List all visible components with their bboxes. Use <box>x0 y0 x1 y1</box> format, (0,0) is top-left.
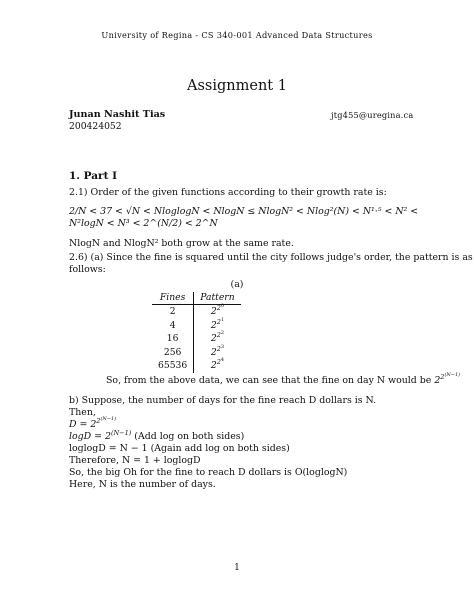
derivation-step-4: Therefore, N = 1 + loglogD <box>69 455 201 466</box>
derivation-step-2: $\log D = 2^{(N-1)}$ (Add log on both sides) <box>69 429 245 442</box>
then-label: Then, <box>69 407 96 418</box>
derivation-step-3: loglogD = N − 1 (Again add log on both sides) <box>69 443 290 454</box>
table-cell-fine: 256 <box>152 346 194 360</box>
author-name: Junan Nashit Tias <box>69 109 166 120</box>
table-row <box>152 332 241 346</box>
table-caption: (a) <box>230 279 244 290</box>
page-title: Assignment 1 <box>187 78 287 94</box>
table-cell-fine: 16 <box>152 332 194 346</box>
table-row <box>152 346 241 360</box>
table-row <box>152 359 241 373</box>
table-row <box>152 305 241 319</box>
q2-6-intro-line-2: follows: <box>69 264 106 275</box>
q2-1-note: NlogN and NlogN² both grow at the same rate. <box>69 238 294 249</box>
fines-pattern-table <box>152 292 241 373</box>
growth-order-line-1: 2/N < 37 < √N < NloglogN < NlogN ≤ NlogN² < Nlog²(N) < N¹·⁵ < N² < <box>69 206 419 217</box>
part-b-statement: b) Suppose, the number of days for the fine reach D dollars is N. <box>69 395 377 406</box>
table-header-pattern: Pattern <box>194 292 241 305</box>
table-cell-pattern: $2^{2^2}$ <box>210 330 225 345</box>
growth-order-line-2: N²logN < N³ < 2^(N/2) < 2^N <box>69 218 218 229</box>
table-cell-pattern: $2^{2^4}$ <box>210 357 225 372</box>
section-heading: 1. Part I <box>69 170 117 182</box>
table-cell-fine: 65536 <box>152 359 194 373</box>
q2-1-prompt: 2.1) Order of the given functions according to their growth rate is: <box>69 187 387 198</box>
table-cell-fine: 2 <box>152 305 194 319</box>
derivation-step-5: So, the big Oh for the fine to reach D dollars is O(loglogN) <box>69 467 348 478</box>
student-id: 200424052 <box>69 121 122 132</box>
running-header: University of Regina - CS 340-001 Advanced Data Structures <box>101 30 373 40</box>
author-email: jtg455@uregina.ca <box>331 110 414 120</box>
q2-6-intro-line-1: 2.6) (a) Since the fine is squared until the city follows judge's order, the pattern is as <box>69 252 473 263</box>
table-cell-pattern: $2^{2^0}$ <box>210 303 225 318</box>
derivation-step-1: $D = 2^{2^{(N-1)}}$ <box>69 416 117 430</box>
page-number: 1 <box>234 563 240 573</box>
table-header-fines: Fines <box>152 292 194 305</box>
table-cell-pattern: $2^{2^1}$ <box>210 316 225 331</box>
fine-conclusion: So, from the above data, we can see that the fine on day N would be $2^{2^{(N-1)}}$ <box>106 372 461 386</box>
derivation-step-6: Here, N is the number of days. <box>69 479 216 490</box>
table-cell-fine: 4 <box>152 319 194 333</box>
table-row <box>152 319 241 333</box>
table-cell-pattern: $2^{2^3}$ <box>210 343 225 358</box>
